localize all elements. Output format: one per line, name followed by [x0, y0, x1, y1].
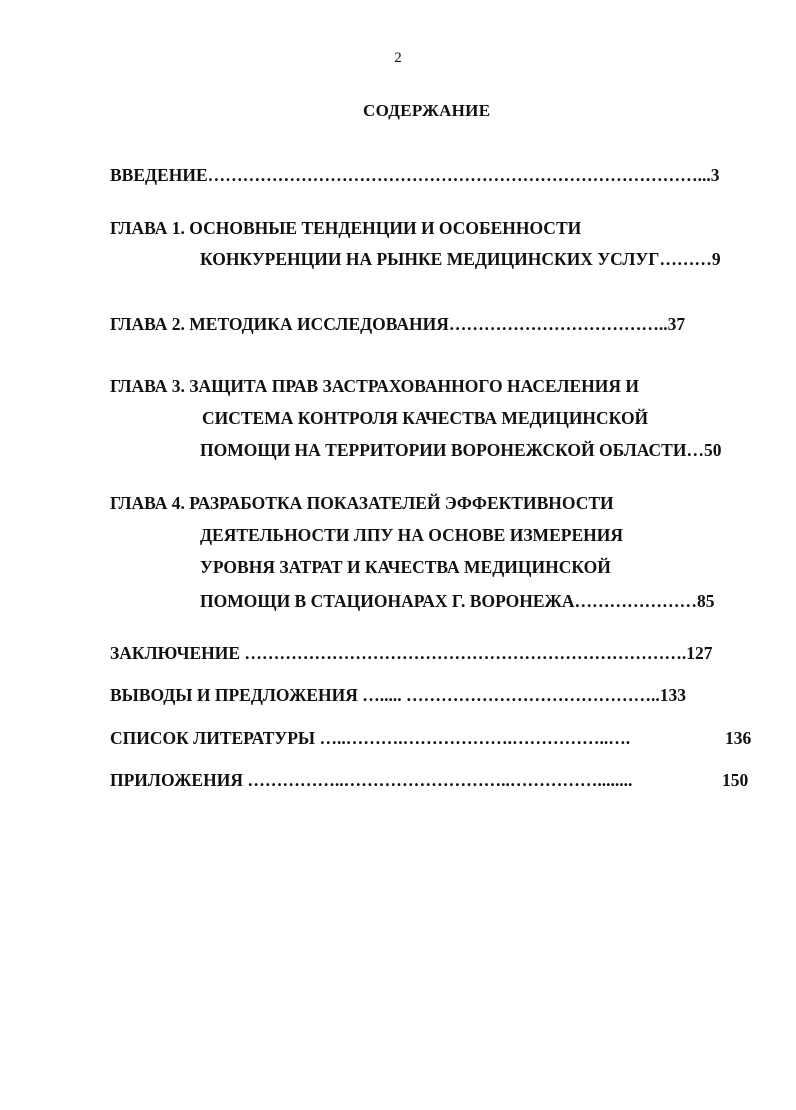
toc-entry-chapter-1-line-1: ГЛАВА 1. ОСНОВНЫЕ ТЕНДЕНЦИИ И ОСОБЕННОСТИ [110, 218, 582, 238]
toc-entry-findings: ВЫВОДЫ И ПРЕДЛОЖЕНИЯ …..... ……………………………………..133 [110, 685, 687, 705]
toc-entry-chapter-4-line-1: ГЛАВА 4. РАЗРАБОТКА ПОКАЗАТЕЛЕЙ ЭФФЕКТИВНОСТИ [110, 493, 614, 513]
toc-entry-intro: ВВЕДЕНИЕ…………………………………………………………………………...3 [110, 165, 720, 185]
toc-page-references: 136 [725, 728, 752, 748]
toc-entry-chapter-4-line-2: ДЕЯТЕЛЬНОСТИ ЛПУ НА ОСНОВЕ ИЗМЕРЕНИЯ [200, 525, 623, 545]
toc-entry-conclusion: ЗАКЛЮЧЕНИЕ ………………………………………………………………….127 [110, 643, 713, 663]
page-title: СОДЕРЖАНИЕ [363, 101, 491, 120]
toc-entry-chapter-3-line-3: ПОМОЩИ НА ТЕРРИТОРИИ ВОРОНЕЖСКОЙ ОБЛАСТИ…50 [200, 440, 722, 460]
toc-entry-chapter-3-line-2: СИСТЕМА КОНТРОЛЯ КАЧЕСТВА МЕДИЦИНСКОЙ [202, 408, 649, 428]
page-number: 2 [394, 50, 402, 66]
toc-entry-chapter-4-line-3: УРОВНЯ ЗАТРАТ И КАЧЕСТВА МЕДИЦИНСКОЙ [200, 557, 611, 577]
toc-entry-chapter-2: ГЛАВА 2. МЕТОДИКА ИССЛЕДОВАНИЯ………………………………..37 [110, 314, 686, 334]
toc-page-appendix: 150 [722, 770, 749, 790]
toc-entry-appendix: ПРИЛОЖЕНИЯ ……………..………………………..……………........ [110, 770, 633, 790]
toc-entry-chapter-1-line-2: КОНКУРЕНЦИИ НА РЫНКЕ МЕДИЦИНСКИХ УСЛУГ………9 [200, 249, 721, 269]
toc-entry-chapter-4-line-4: ПОМОЩИ В СТАЦИОНАРАХ Г. ВОРОНЕЖА…………………85 [200, 591, 715, 611]
toc-entry-chapter-3-line-1: ГЛАВА 3. ЗАЩИТА ПРАВ ЗАСТРАХОВАННОГО НАСЕЛЕНИЯ И [110, 376, 640, 396]
toc-entry-references: СПИСОК ЛИТЕРАТУРЫ …..……….……………….……………..…. [110, 728, 631, 748]
